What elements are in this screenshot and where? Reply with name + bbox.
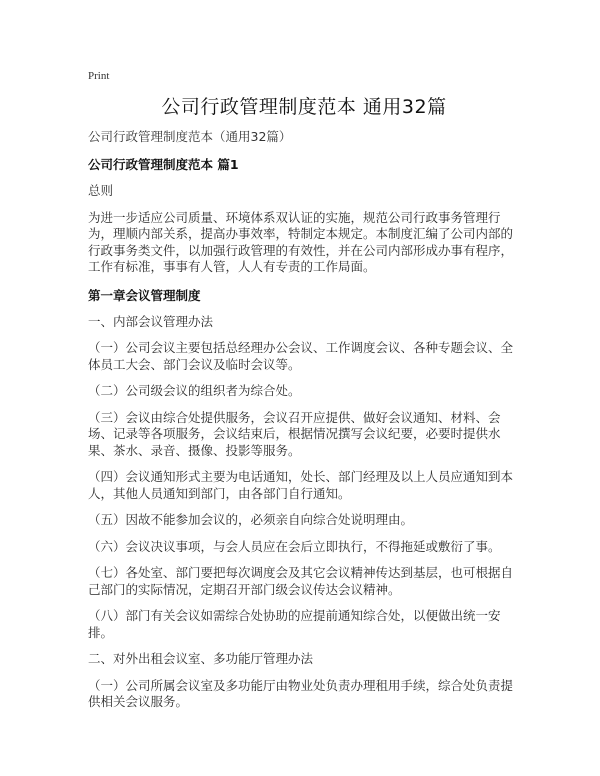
list-item: （一）公司所属会议室及多功能厅由物业处负责办理租用手续，综合处负责提供相关会议服务。 (88, 677, 514, 709)
general-heading: 总则 (88, 183, 114, 198)
list-item: （四）会议通知形式主要为电话通知，处长、部门经理及以上人员应通知到本人，其他人员通知到部门，由各部门自行通知。 (88, 469, 514, 501)
print-label: Print (88, 70, 110, 82)
list-item: （一）公司会议主要包括总经理办公会议、工作调度会议、各种专题会议、全体员工大会、部门会议及临时会议等。 (88, 340, 514, 372)
list-item: （二）公司级会议的组织者为综合处。 (88, 383, 301, 398)
list-item: （八）部门有关会议如需综合处协助的应提前通知综合处，以便做出统一安排。 (88, 608, 501, 640)
part1-heading: 一、内部会议管理办法 (88, 313, 214, 329)
document-title: 公司行政管理制度范本 通用32篇 (161, 96, 447, 118)
list-item: （七）各处室、部门要把每次调度会及其它会议精神传达到基层，也可根据自己部门的实际情况，定期召开部门级会议传达会议精神。 (88, 565, 514, 597)
chapter-title: 第一章会议管理制度 (88, 287, 201, 303)
list-item: （五）因故不能参加会议的，必须亲自向综合处说明理由。 (88, 512, 414, 527)
general-paragraph: 为进一步适应公司质量、环境体系双认证的实施，规范公司行政事务管理行为，理顺内部关系，提高办事效率，特制定本规定。本制度汇编了公司内部的行政事务类文件，以加强行政管理的有效性，并在公司内部形成办事有程序，工作有标准，事事有人管，人人有专责的工作局面。 (88, 209, 514, 274)
list-item: （六）会议决议事项，与会人员应在会后立即执行，不得拖延或敷衍了事。 (88, 538, 501, 554)
part2-heading: 二、对外出租会议室、多功能厅管理办法 (88, 651, 314, 666)
document-page (88, 70, 520, 721)
list-item: （三）会议由综合处提供服务，会议召开应提供、做好会议通知、材料、会场、记录等各项服务，会议结束后，根据情况撰写会议纪要，必要时提供水果、茶水、录音、摄像、投影等服务。 (88, 409, 501, 458)
document-subtitle: 公司行政管理制度范本（通用32篇） (88, 129, 292, 144)
section-title: 公司行政管理制度范本 篇1 (88, 157, 239, 172)
